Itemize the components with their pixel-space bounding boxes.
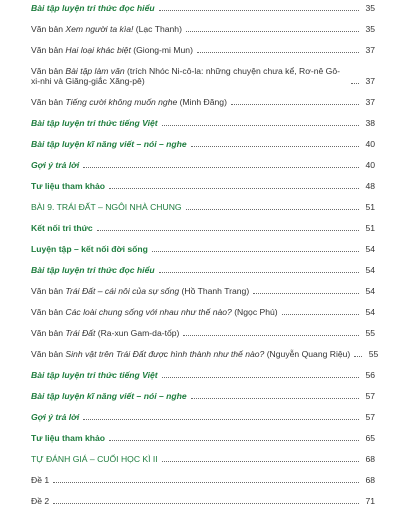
toc-entry-text: BÀI 9. TRÁI ĐẤT – NGÔI NHÀ CHUNG xyxy=(31,202,182,212)
toc-entry[interactable] xyxy=(31,34,375,55)
toc-entry-work-title: Trái Đất xyxy=(65,328,96,338)
toc-page-number: 37 xyxy=(365,45,375,55)
dot-leader xyxy=(53,503,359,504)
toc-entry[interactable] xyxy=(31,13,375,34)
toc-entry-title xyxy=(31,3,361,13)
toc-page-number: 71 xyxy=(365,496,375,506)
toc-page-number: 68 xyxy=(365,454,375,464)
toc-entry-author: (Ra-xun Gam-da-tốp) xyxy=(95,328,180,338)
toc-page-number: 54 xyxy=(365,286,375,296)
toc-entry-title xyxy=(31,391,361,401)
toc-page-number: 38 xyxy=(365,118,375,128)
toc-entry-text: Đề 2 xyxy=(31,496,50,506)
toc-entry[interactable] xyxy=(31,55,375,86)
toc-page-number: 35 xyxy=(365,3,375,13)
dot-leader xyxy=(162,377,359,378)
toc-entry[interactable] xyxy=(31,191,375,212)
toc-entry-text: Bài tập luyện kĩ năng viết – nói – nghe xyxy=(31,139,187,149)
toc-entry-text: Gợi ý trả lời xyxy=(31,412,80,422)
dot-leader xyxy=(162,461,359,462)
toc-entry-text xyxy=(31,66,349,86)
toc-entry-lead: Văn bản xyxy=(31,24,66,34)
dot-leader xyxy=(109,440,359,441)
toc-entry-author: (Lạc Thanh) xyxy=(133,24,182,34)
toc-entry[interactable] xyxy=(31,233,375,254)
toc-entry-text xyxy=(31,307,280,317)
dot-leader xyxy=(109,188,359,189)
toc-page-number: 54 xyxy=(365,244,375,254)
toc-entry-title xyxy=(31,97,361,107)
dot-leader xyxy=(186,31,359,32)
toc-entry-text: Bài tập luyện tri thức tiếng Việt xyxy=(31,118,158,128)
toc-entry-text: Tư liệu tham khảo xyxy=(31,181,106,191)
toc-entry[interactable] xyxy=(31,212,375,233)
toc-entry[interactable] xyxy=(31,107,375,128)
toc-entry-lead: Văn bản xyxy=(31,286,66,296)
toc-entry[interactable] xyxy=(31,380,375,401)
dot-leader xyxy=(186,209,359,210)
dot-leader xyxy=(83,167,359,168)
table-of-contents xyxy=(31,0,379,506)
toc-entry-work-title: Các loài chung sống với nhau như thế nào? xyxy=(65,307,232,317)
toc-entry-title xyxy=(31,328,361,338)
toc-page-number: 51 xyxy=(365,202,375,212)
toc-entry-author: (trích Nhóc Ni-cô-la: những chuyện chưa kể, Rơ-nê Gô-xi-nhi và Giăng-giắc Xăng-pê) xyxy=(31,66,341,86)
toc-entry-text: Bài tập luyện tri thức đọc hiểu xyxy=(31,3,155,13)
toc-page-number: 68 xyxy=(365,475,375,485)
toc-page-number: 56 xyxy=(365,370,375,380)
dot-leader xyxy=(282,314,359,315)
toc-entry-text: Bài tập luyện tri thức tiếng Việt xyxy=(31,370,158,380)
toc-entry-text: Tư liệu tham khảo xyxy=(31,433,106,443)
toc-entry-lead: Văn bản xyxy=(31,66,66,76)
toc-entry[interactable] xyxy=(31,296,375,317)
toc-entry-author: (Nguyễn Quang Riệu) xyxy=(264,349,351,359)
toc-entry-title xyxy=(31,265,361,275)
toc-entry-text xyxy=(31,45,195,55)
toc-entry-title xyxy=(31,202,361,212)
dot-leader xyxy=(159,272,359,273)
toc-entry-text xyxy=(31,24,184,34)
toc-page-number: 57 xyxy=(365,391,375,401)
dot-leader xyxy=(159,10,359,11)
toc-entry-text xyxy=(31,349,352,359)
toc-entry-title xyxy=(31,181,361,191)
toc-entry-title xyxy=(31,286,361,296)
toc-entry[interactable] xyxy=(31,275,375,296)
toc-entry-text: Đề 1 xyxy=(31,475,50,485)
toc-entry-author: (Giong-mi Mun) xyxy=(130,45,193,55)
toc-entry-title xyxy=(31,45,361,55)
toc-entry-lead: Văn bản xyxy=(31,349,66,359)
toc-entry-work-title: Bài tập làm văn xyxy=(65,66,125,76)
toc-entry-title xyxy=(31,433,361,443)
toc-entry-lead: Văn bản xyxy=(31,328,66,338)
toc-entry[interactable] xyxy=(31,128,375,149)
toc-entry-lead: Văn bản xyxy=(31,97,66,107)
toc-entry-text xyxy=(31,286,251,296)
toc-page-number: 51 xyxy=(365,223,375,233)
toc-entry-work-title: Xem người ta kìa! xyxy=(65,24,134,34)
toc-entry-text xyxy=(31,97,229,107)
toc-entry-title xyxy=(31,454,361,464)
toc-entry-title xyxy=(31,412,361,422)
toc-page-number: 65 xyxy=(365,433,375,443)
toc-entry-author: (Hồ Thanh Trang) xyxy=(179,286,250,296)
toc-entry-title xyxy=(31,244,361,254)
toc-entry[interactable] xyxy=(31,485,375,506)
toc-entry[interactable] xyxy=(31,359,375,380)
toc-entry-text: Luyện tập – kết nối đời sống xyxy=(31,244,148,254)
dot-leader xyxy=(191,146,359,147)
dot-leader xyxy=(183,335,359,336)
toc-entry-title xyxy=(31,66,361,86)
toc-entry-text: TỰ ĐÁNH GIÁ – CUỐI HỌC KÌ II xyxy=(31,454,158,464)
toc-entry-title xyxy=(31,370,361,380)
toc-page-number: 55 xyxy=(365,328,375,338)
dot-leader xyxy=(351,83,359,84)
toc-entry-title xyxy=(31,118,361,128)
dot-leader xyxy=(197,52,359,53)
toc-entry-lead: Văn bản xyxy=(31,307,66,317)
toc-entry[interactable] xyxy=(31,464,375,485)
toc-page-number: 40 xyxy=(365,160,375,170)
toc-page-number: 54 xyxy=(365,307,375,317)
dot-leader xyxy=(253,293,359,294)
toc-entry[interactable] xyxy=(31,422,375,443)
dot-leader xyxy=(162,125,359,126)
toc-entry-author: (Ngọc Phú) xyxy=(231,307,278,317)
toc-entry-title xyxy=(31,496,361,506)
toc-entry[interactable] xyxy=(31,254,375,275)
dot-leader xyxy=(231,104,359,105)
dot-leader xyxy=(191,398,359,399)
toc-entry[interactable] xyxy=(31,0,375,13)
toc-entry-text: Kết nối tri thức xyxy=(31,223,93,233)
toc-entry-author: (Minh Đăng) xyxy=(177,97,227,107)
toc-entry-title xyxy=(31,475,361,485)
toc-entry[interactable] xyxy=(31,86,375,107)
dot-leader xyxy=(97,230,359,231)
toc-page-number: 40 xyxy=(365,139,375,149)
toc-entry-title xyxy=(31,349,364,359)
toc-entry-title xyxy=(31,160,361,170)
toc-entry-work-title: Trái Đất – cái nôi của sự sống xyxy=(65,286,180,296)
toc-entry[interactable] xyxy=(31,401,375,422)
toc-entry-title xyxy=(31,307,361,317)
toc-entry[interactable] xyxy=(31,317,375,338)
dot-leader xyxy=(152,251,359,252)
toc-entry-text: Bài tập luyện kĩ năng viết – nói – nghe xyxy=(31,391,187,401)
toc-page-number: 55 xyxy=(368,349,379,359)
toc-page-number: 48 xyxy=(365,181,375,191)
toc-entry[interactable] xyxy=(31,338,379,359)
toc-entry[interactable] xyxy=(31,149,375,170)
toc-entry-title xyxy=(31,139,361,149)
toc-entry-work-title: Hai loại khác biệt xyxy=(65,45,131,55)
toc-entry-work-title: Tiếng cười không muốn nghe xyxy=(65,97,178,107)
dot-leader xyxy=(354,356,362,357)
toc-entry[interactable] xyxy=(31,443,375,464)
toc-page-number: 57 xyxy=(365,412,375,422)
toc-entry-title xyxy=(31,223,361,233)
toc-entry-text: Gợi ý trả lời xyxy=(31,160,80,170)
toc-page-number: 37 xyxy=(365,76,375,86)
dot-leader xyxy=(53,482,359,483)
toc-entry[interactable] xyxy=(31,170,375,191)
toc-entry-text xyxy=(31,328,181,338)
toc-page-number: 37 xyxy=(365,97,375,107)
toc-entry-text: Bài tập luyện tri thức đọc hiểu xyxy=(31,265,155,275)
toc-entry-work-title: Sinh vật trên Trái Đất được hình thành như thế nào? xyxy=(65,349,265,359)
toc-entry-title xyxy=(31,24,361,34)
toc-page-number: 54 xyxy=(365,265,375,275)
dot-leader xyxy=(83,419,359,420)
toc-entry-lead: Văn bản xyxy=(31,45,66,55)
toc-page-number: 35 xyxy=(365,24,375,34)
